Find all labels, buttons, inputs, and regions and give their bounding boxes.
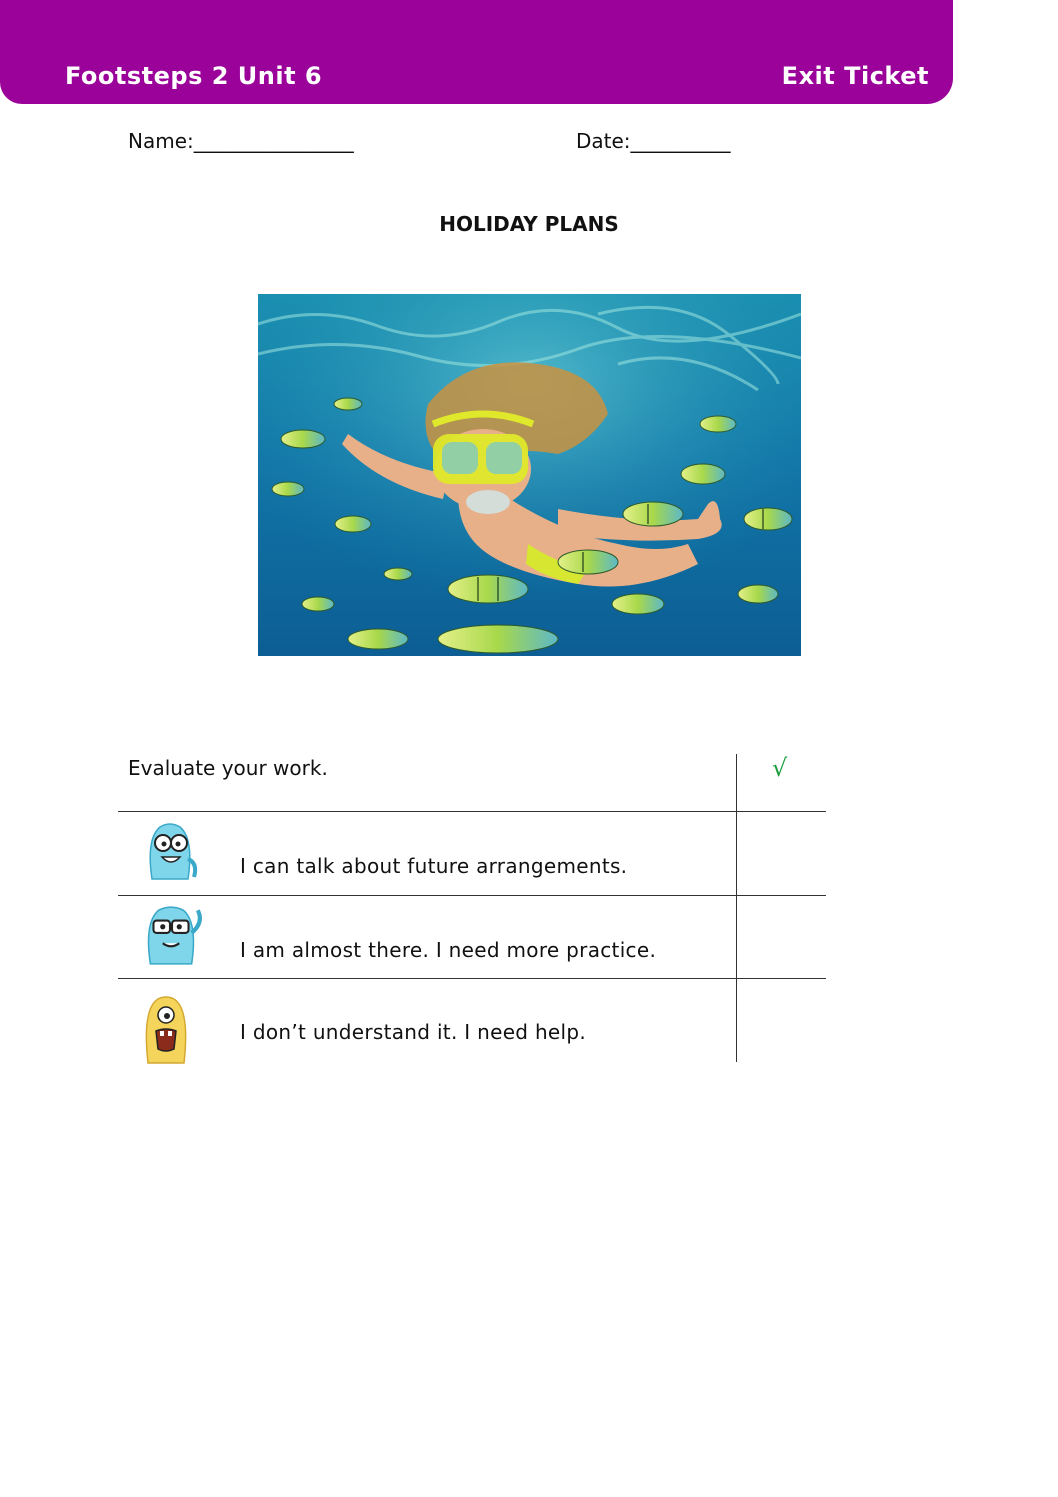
evaluation-statement: I don’t understand it. I need help. [240, 1020, 587, 1044]
evaluation-statement: I am almost there. I need more practice. [240, 937, 657, 962]
happy-blue-monster-icon [138, 819, 202, 883]
check-mark-icon: √ [772, 754, 788, 782]
worried-yellow-monster-icon [138, 993, 194, 1067]
evaluation-statement: I can talk about future arrangements. [240, 854, 628, 878]
page-title: HOLIDAY PLANS [439, 212, 619, 236]
thinking-blue-monster-icon [138, 902, 204, 968]
snorkeler-with-fish-photo [258, 294, 801, 656]
evaluation-header-row [118, 754, 826, 812]
exit-ticket-label: Exit Ticket [781, 62, 929, 90]
header-banner [0, 0, 953, 104]
evaluation-row-confident[interactable] [118, 812, 826, 896]
evaluation-row-need-help[interactable] [118, 979, 826, 1062]
unit-title: Footsteps 2 Unit 6 [65, 62, 323, 90]
evaluation-row-almost[interactable] [118, 896, 826, 980]
evaluate-prompt: Evaluate your work. [128, 756, 328, 780]
date-field[interactable]: Date:__________ [576, 129, 731, 153]
name-field[interactable]: Name:________________ [128, 129, 354, 153]
self-evaluation-table [118, 754, 826, 1062]
